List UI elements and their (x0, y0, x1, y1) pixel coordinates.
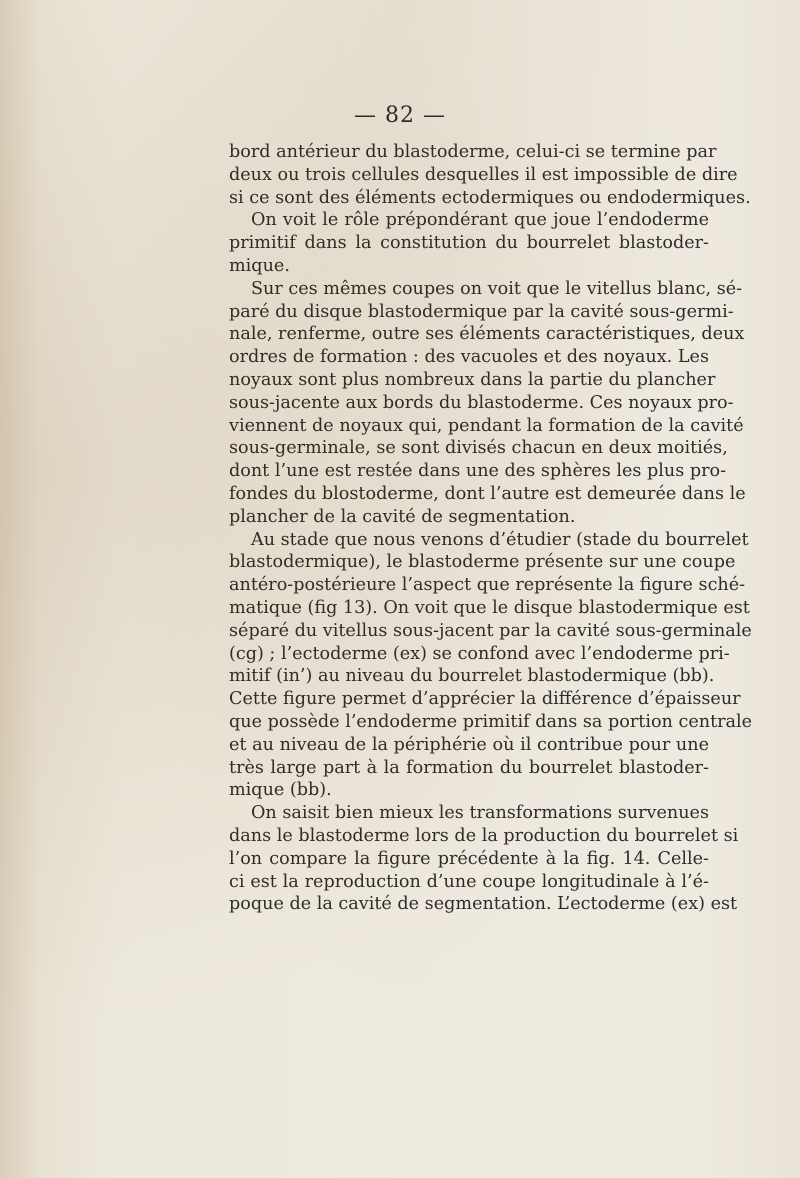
text-line: si ce sont des éléments ectodermiques ou endodermiques. (229, 187, 751, 208)
text-line: Cette figure permet d’apprécier la différence d’épaisseur (229, 689, 741, 710)
text-line: dont l’une est restée dans une des sphères les plus pro- (229, 461, 727, 482)
text-line: (cg) ; l’ectoderme (ex) se confond avec l’endoderme pri- (229, 643, 730, 664)
text-line: sous-germinale, se sont divisés chacun en deux moitiés, (229, 438, 728, 459)
text-line: poque de la cavité de segmentation. L’ectoderme (ex) est (229, 894, 738, 915)
text-line: noyaux sont plus nombreux dans la partie du plancher (229, 369, 716, 390)
text-line: Sur ces mêmes coupes on voit que le vitellus blanc, sé- (251, 278, 743, 299)
text-line: deux ou trois cellules desquelles il est impossible de dire (229, 164, 738, 185)
page-number: — 82 — (354, 103, 446, 128)
text-line: très large part à la formation du bourrelet blastoder- (229, 757, 709, 778)
text-line: primitif dans la constitution du bourrelet blastoder- (229, 233, 709, 254)
body-text (229, 141, 753, 916)
text-line: ordres de formation : des vacuoles et des noyaux. Les (229, 347, 709, 368)
text-line: paré du disque blastodermique par la cavité sous-germi- (229, 301, 734, 322)
text-line: blastodermique), le blastoderme présente sur une coupe (229, 552, 736, 573)
text-line: dans le blastoderme lors de la production du bourrelet si (229, 825, 739, 846)
text-line: sous-jacente aux bords du blastoderme. Ces noyaux pro- (229, 392, 734, 413)
text-line: que possède l’endoderme primitif dans sa portion centrale (229, 711, 753, 732)
text-line: Au stade que nous venons d’étudier (stade du bourrelet (251, 529, 749, 550)
text-line: antéro-postérieure l’aspect que représente la figure sché- (229, 575, 746, 596)
text-line: séparé du vitellus sous-jacent par la cavité sous-germinale (229, 620, 752, 641)
text-line: viennent de noyaux qui, pendant la formation de la cavité (229, 415, 744, 436)
text-line: bord antérieur du blastoderme, celui-ci se termine par (229, 142, 717, 162)
text-line: plancher de la cavité de segmentation. (229, 506, 576, 527)
text-line: On voit le rôle prépondérant que joue l’endoderme (251, 210, 709, 231)
text-line: On saisit bien mieux les transformations survenues (251, 803, 709, 824)
text-line: mitif (in’) au niveau du bourrelet blastodermique (bb). (229, 666, 715, 687)
text-line: nale, renferme, outre ses éléments caractéristiques, deux (229, 324, 745, 345)
text-line: ci est la reproduction d’une coupe longitudinale à l’é- (229, 871, 709, 892)
text-line: l’on compare la figure précédente à la fig. 14. Celle- (229, 848, 709, 869)
text-line: matique (fig 13). On voit que le disque blastodermique est (229, 597, 750, 618)
text-line: fondes du blostoderme, dont l’autre est demeurée dans le (229, 483, 746, 504)
text-line: et au niveau de la périphérie où il contribue pour une (229, 734, 709, 755)
text-line: mique (bb). (229, 780, 332, 801)
text-line: mique. (229, 255, 290, 276)
